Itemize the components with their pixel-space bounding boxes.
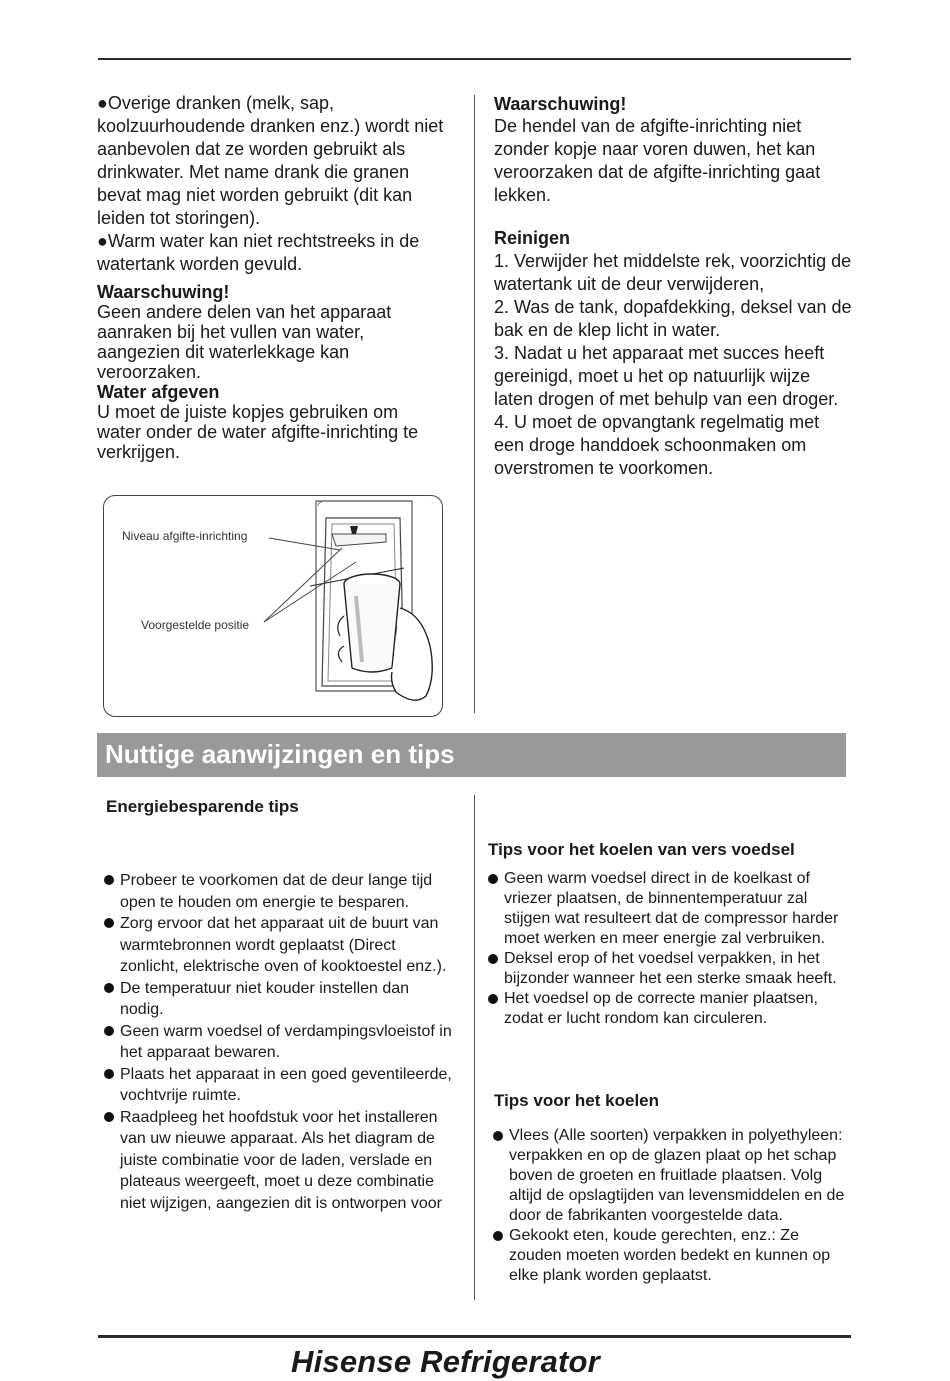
water-dispense-text: U moet de juiste kopjes gebruiken om water onder de water afgifte-inrichting te verkrijgen. — [97, 402, 419, 462]
energy-tips-title: Energiebesparende tips — [106, 797, 299, 816]
right-warning-text: De hendel van de afgifte-inrichting niet zonder kopje naar voren duwen, het kan veroorzaken dat de afgifte-inrichting gaat lekken. — [494, 116, 821, 205]
list-item: Geen warm voedsel direct in de koelkast of vriezer plaatsen, de binnentemperatuur zal stijgen wat resulteert dat de compressor harder moet werken en meer energie zal verbruiken. — [504, 869, 854, 949]
list-item: Probeer te voorkomen dat de deur lange tijd open te houden om energie te besparen. — [120, 870, 455, 913]
bullet-icon — [488, 954, 498, 964]
bullet-icon — [488, 874, 498, 884]
cleaning-step-1: 1. Verwijder het middelste rek, voorzichtig de watertank uit de deur verwijderen, — [494, 251, 852, 294]
right-column — [494, 94, 854, 480]
fresh-food-tips-title: Tips voor het koelen van vers voedsel — [488, 840, 795, 859]
bullet-icon — [493, 1131, 503, 1141]
list-item: Gekookt eten, koude gerechten, enz.: Ze zouden moeten worden bedekt en kunnen op elke plank worden geplaatst. — [509, 1226, 849, 1286]
bullet-icon — [104, 1112, 114, 1122]
label-dispenser-level: Niveau afgifte-inrichting — [122, 529, 248, 543]
bullet-warm-water: ●Warm water kan niet rechtstreeks in de watertank worden gevuld. — [97, 231, 420, 274]
list-item: Zorg ervoor dat het apparaat uit de buurt van warmtebronnen wordt geplaatst (Direct zonlicht, elektrische oven of kooktoestel enz.). — [120, 913, 455, 978]
bullet-icon — [104, 918, 114, 928]
cooling-tips-title: Tips voor het koelen — [494, 1091, 660, 1110]
brand-footer: Hisense Refrigerator — [291, 1344, 600, 1379]
bullet-icon — [104, 1069, 114, 1079]
bullet-other-drinks: ●Overige dranken (melk, sap, koolzuurhoudende dranken enz.) wordt niet aanbevolen dat ze worden gebruikt als drinkwater. Met name drank die granen bevat mag niet worden gebruikt (dit kan leiden tot storingen). — [97, 93, 444, 228]
cooling-tips-list — [509, 1126, 849, 1286]
left-warning-text: Geen andere delen van het apparaat aanraken bij het vullen van water, aangezien dit waterlekkage kan veroorzaken. — [97, 302, 392, 382]
list-item: Deksel erop of het voedsel verpakken, in het bijzonder wanneer het een sterke smaak heeft. — [504, 949, 854, 989]
column-divider-bottom — [474, 795, 475, 1300]
label-suggested-position: Voorgestelde positie — [141, 618, 250, 632]
dispenser-illustration — [103, 495, 443, 717]
list-item: De temperatuur niet kouder instellen dan nodig. — [120, 978, 455, 1021]
water-dispense-title: Water afgeven — [97, 382, 220, 402]
bullet-icon — [104, 983, 114, 993]
right-warning-title: Waarschuwing! — [494, 94, 627, 114]
list-item: Geen warm voedsel of verdampingsvloeistof in het apparaat bewaren. — [120, 1021, 455, 1064]
section-title: Nuttige aanwijzingen en tips — [105, 739, 455, 769]
list-item: Vlees (Alle soorten) verpakken in polyethyleen: verpakken en op de glazen plaat op het schap boven de groeten en fruitlade plaatsen. Volg altijd de opslagtijden van levensmiddelen en de door de fabrikanten voorgestelde data. — [509, 1126, 849, 1226]
bottom-rule — [98, 1335, 851, 1338]
left-warning-title: Waarschuwing! — [97, 282, 230, 302]
list-item: Het voedsel op de correcte manier plaatsen, zodat er lucht rondom kan circuleren. — [504, 989, 854, 1029]
list-item: Raadpleeg het hoofdstuk voor het installeren van uw nieuwe apparaat. Als het diagram de juiste combinatie voor de laden, verslade en plateaus weergeeft, moet u deze combinatie niet wijzigen, aangezien dit is ontworpen voor — [120, 1107, 455, 1215]
section-banner — [97, 733, 846, 777]
column-divider-top — [474, 95, 475, 713]
cleaning-step-2: 2. Was de tank, dopafdekking, deksel van de bak en de klep licht in water. — [494, 297, 852, 340]
cleaning-step-3: 3. Nadat u het apparaat met succes heeft gereinigd, moet u het op natuurlijk wijze laten drogen of met behulp van een droger. — [494, 343, 839, 409]
bullet-icon — [104, 1026, 114, 1036]
fresh-food-tips-list — [504, 869, 854, 1029]
energy-tips-list — [120, 870, 455, 1214]
list-item: Plaats het apparaat in een goed geventileerde, vochtvrije ruimte. — [120, 1064, 455, 1107]
cleaning-title: Reinigen — [494, 228, 571, 248]
bullet-icon — [104, 875, 114, 885]
left-column — [97, 92, 447, 462]
top-rule — [98, 58, 851, 60]
cleaning-step-4: 4. U moet de opvangtank regelmatig met een droge handdoek schoonmaken om overstromen te voorkomen. — [494, 412, 820, 478]
bullet-icon — [488, 994, 498, 1004]
bullet-icon — [493, 1231, 503, 1241]
